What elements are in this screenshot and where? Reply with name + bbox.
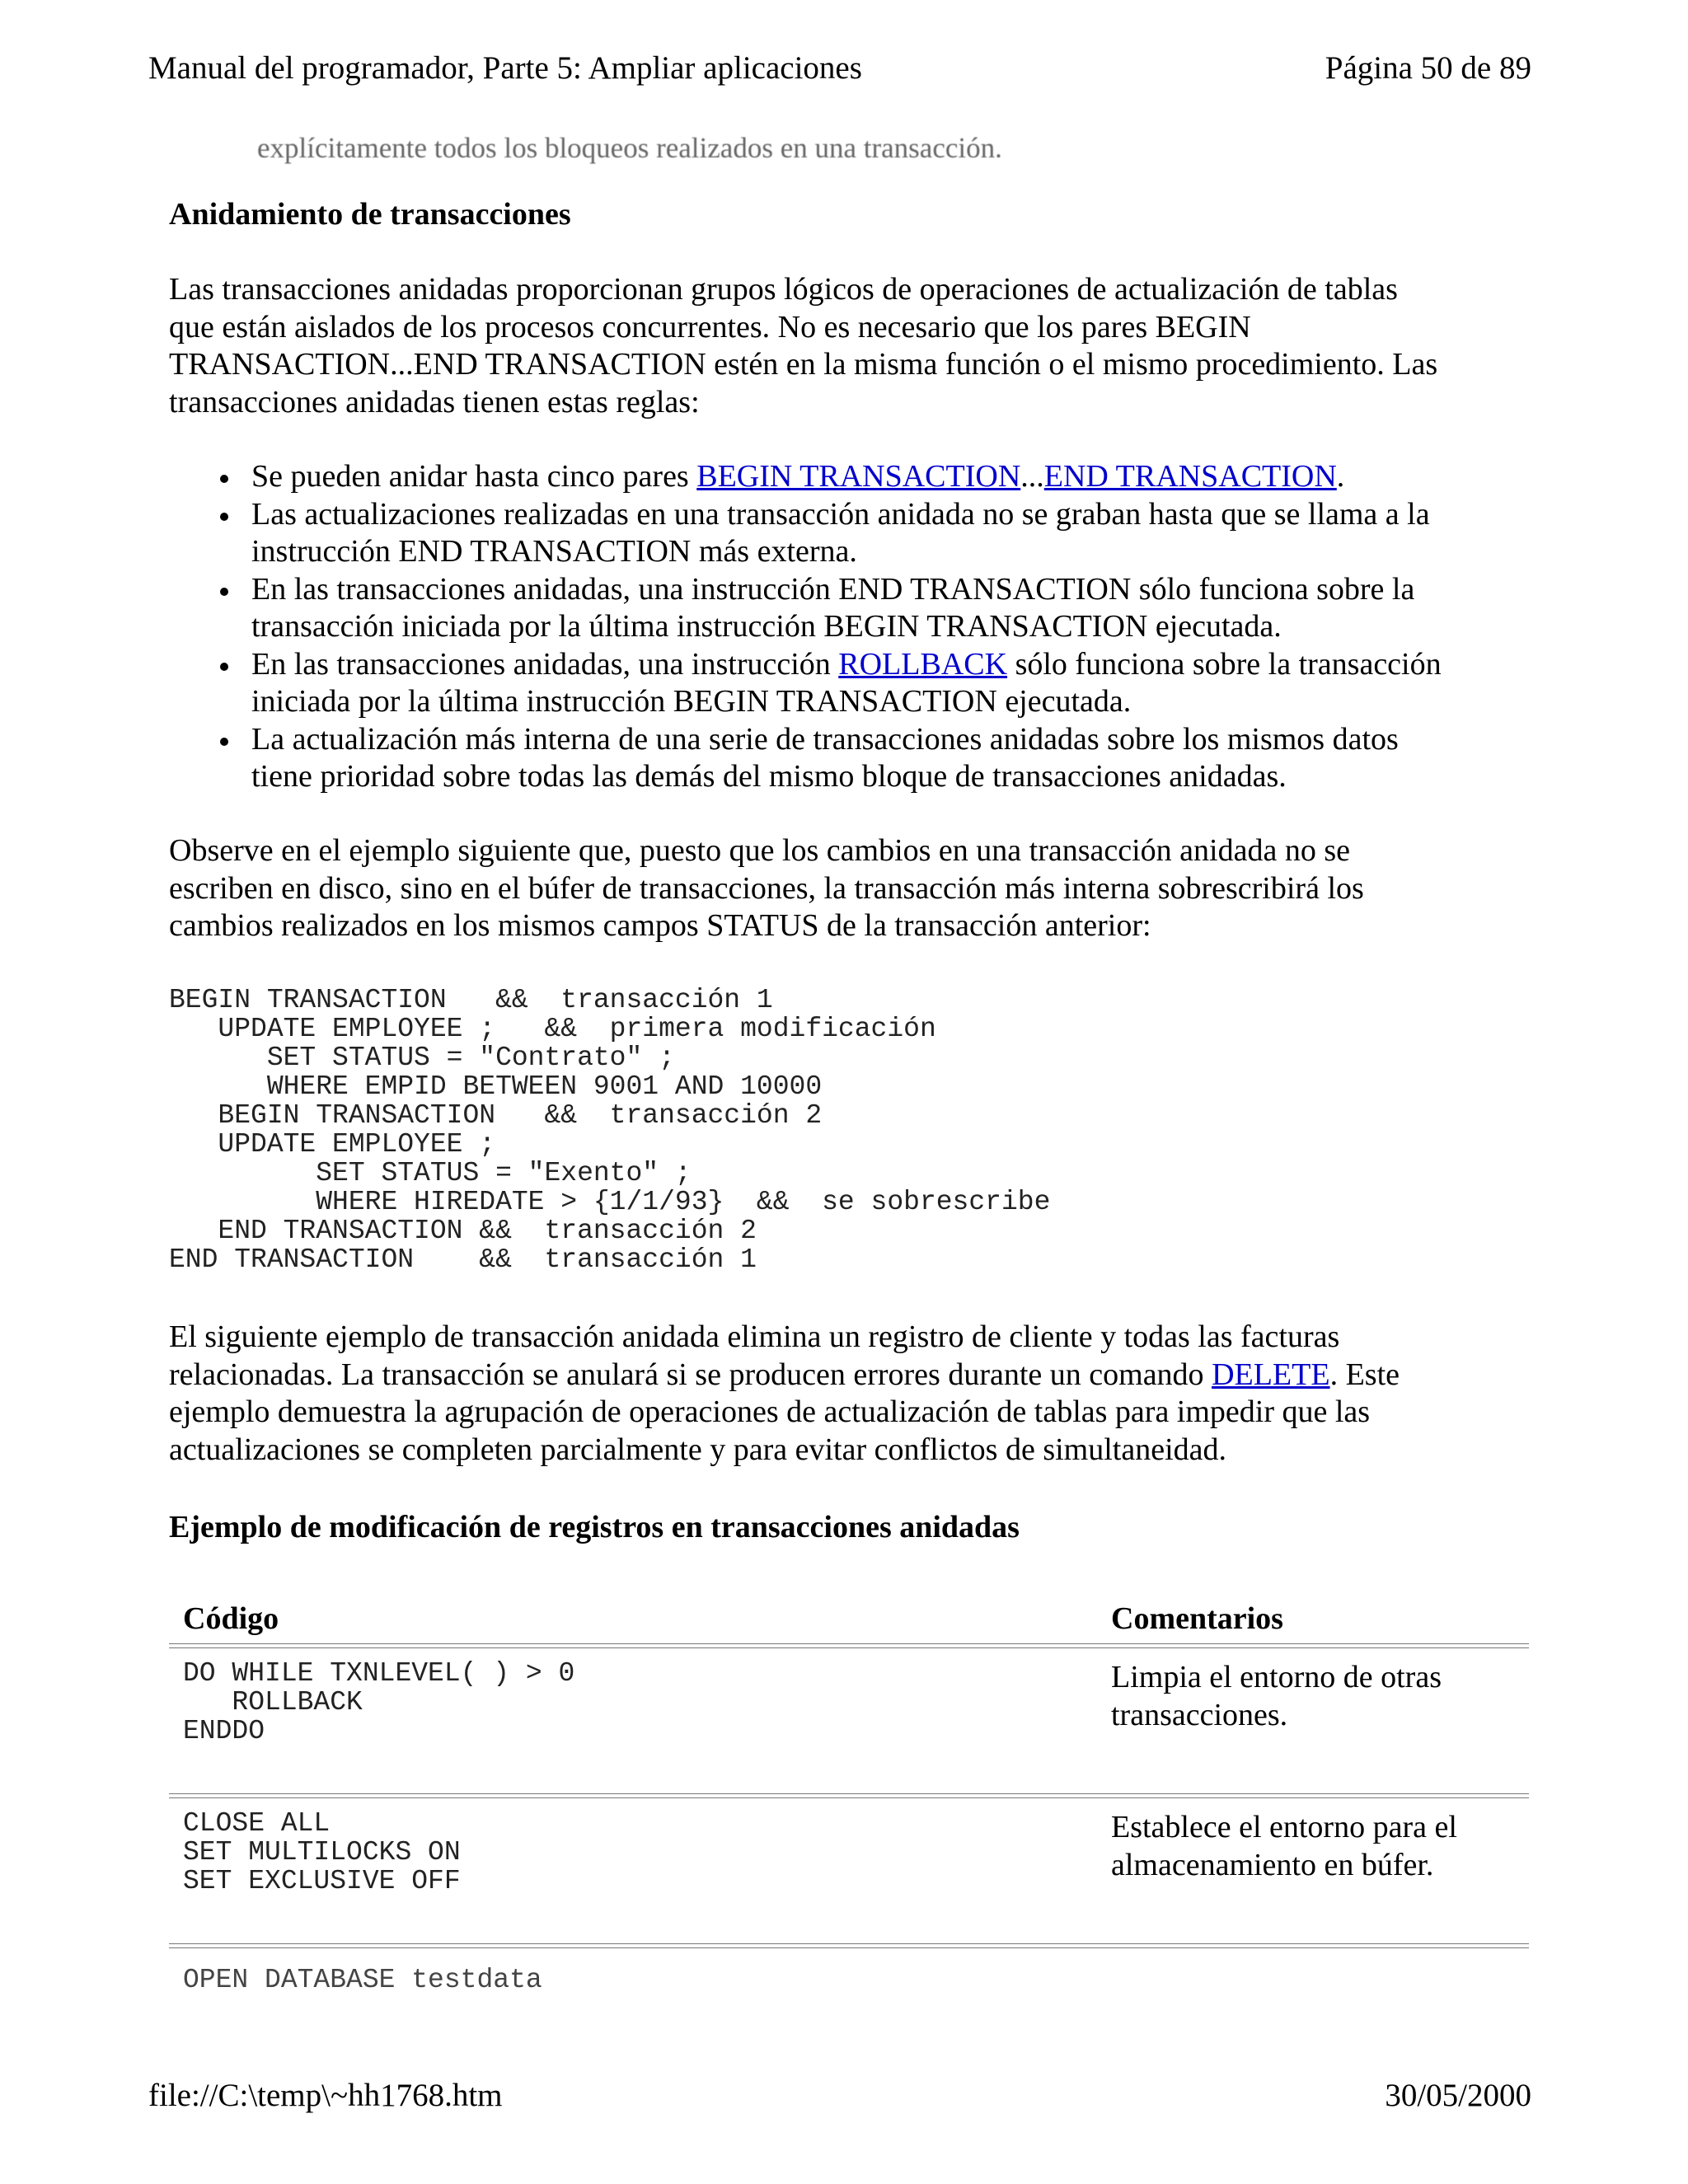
cut-off-text: explícitamente todos los bloqueos realizados en una transacción. [257, 132, 1002, 164]
begin-transaction-link[interactable]: BEGIN TRANSACTION [696, 459, 1021, 494]
intro-line: TRANSACTION...END TRANSACTION estén en la misma función o el mismo procedimiento. Las [169, 347, 1438, 382]
footer-date: 30/05/2000 [1385, 2078, 1531, 2113]
rollback-link[interactable]: ROLLBACK [838, 646, 1008, 682]
intro-line: Las transacciones anidadas proporcionan grupos lógicos de operaciones de actualización de tablas [169, 272, 1398, 307]
table-row-code: DO WHILE TXNLEVEL( ) > 0 ROLLBACK ENDDO [183, 1658, 575, 1746]
rules-list [169, 458, 1442, 796]
table-rule [169, 1943, 1529, 1948]
list-item: La actualización más interna de una serie de transacciones anidadas sobre los mismos datos tiene prioridad sobre todas las demás del mismo bloque de transacciones anidadas. [169, 721, 1442, 796]
example-title: Ejemplo de modificación de registros en transacciones anidadas [169, 1510, 1020, 1544]
observe-paragraph: Observe en el ejemplo siguiente que, puesto que los cambios en una transacción anidada no se escriben en disco, sino en el búfer de transacciones, la transacción más interna sobrescribirá los cambios realizados en los mismos campos STATUS de la transacción anterior: [169, 833, 1364, 943]
list-item: En las transacciones anidadas, una instrucción END TRANSACTION sólo funciona sobre la transacción iniciada por la última instrucción BEGIN TRANSACTION ejecutada. [169, 571, 1442, 646]
table-row-code: CLOSE ALL SET MULTILOCKS ON SET EXCLUSIVE OFF [183, 1808, 461, 1896]
page-header-title: Manual del programador, Parte 5: Ampliar aplicaciones [148, 50, 862, 86]
code-example: BEGIN TRANSACTION && transacción 1 UPDATE EMPLOYEE ; && primera modificación SET STATUS = "Contrato" ; WHERE EMPID BETWEEN 9001 AND 10000 BEGIN TRANSACTION && transacción 2 UPDATE EMPLOYEE ; SET STATUS = "Exento" ; WHERE HIREDATE > {1/1/93} && se sobrescribe END TRANSACTION && transacción 2 END TRANSACTION && transacción 1 [169, 985, 1051, 1275]
delete-link[interactable]: DELETE [1212, 1357, 1330, 1392]
intro-paragraph [169, 271, 1537, 421]
list-item: Se pueden anidar hasta cinco pares BEGIN TRANSACTION...END TRANSACTION. [169, 458, 1442, 496]
footer-path: file://C:\temp\~hh1768.htm [148, 2078, 503, 2113]
list-item: En las transacciones anidadas, una instrucción ROLLBACK sólo funciona sobre la transacción iniciada por la última instrucción BEGIN TRANSACTION ejecutada. [169, 646, 1442, 721]
table-rule [169, 1793, 1529, 1798]
section-title: Anidamiento de transacciones [169, 197, 571, 232]
table-rule [169, 1643, 1529, 1648]
page-number: Página 50 de 89 [1325, 50, 1531, 86]
table-row-comment: Establece el entorno para el almacenamiento en búfer. [1111, 1810, 1457, 1882]
column-header-comments: Comentarios [1111, 1601, 1283, 1636]
end-transaction-link[interactable]: END TRANSACTION [1043, 459, 1337, 494]
table-row-comment: Limpia el entorno de otras transacciones. [1111, 1660, 1442, 1732]
following-paragraph: El siguiente ejemplo de transacción anidada elimina un registro de cliente y todas las facturas relacionadas. La transacción se anulará si se producen errores durante un comando DELETE. Este ejemplo demuestra la agrupación de operaciones de actualización de tablas para impedir que las actualizaciones se completen parcialmente y para evitar conflictos de simultaneidad. [169, 1319, 1400, 1467]
intro-line: que están aislados de los procesos concurrentes. No es necesario que los pares BEGIN [169, 309, 1251, 344]
column-header-code: Código [183, 1601, 279, 1636]
cut-off-row: OPEN DATABASE testdata [183, 1965, 542, 1995]
list-item: Las actualizaciones realizadas en una transacción anidada no se graban hasta que se llama a la instrucción END TRANSACTION más externa. [169, 496, 1442, 571]
intro-line: transacciones anidadas tienen estas reglas: [169, 384, 700, 419]
